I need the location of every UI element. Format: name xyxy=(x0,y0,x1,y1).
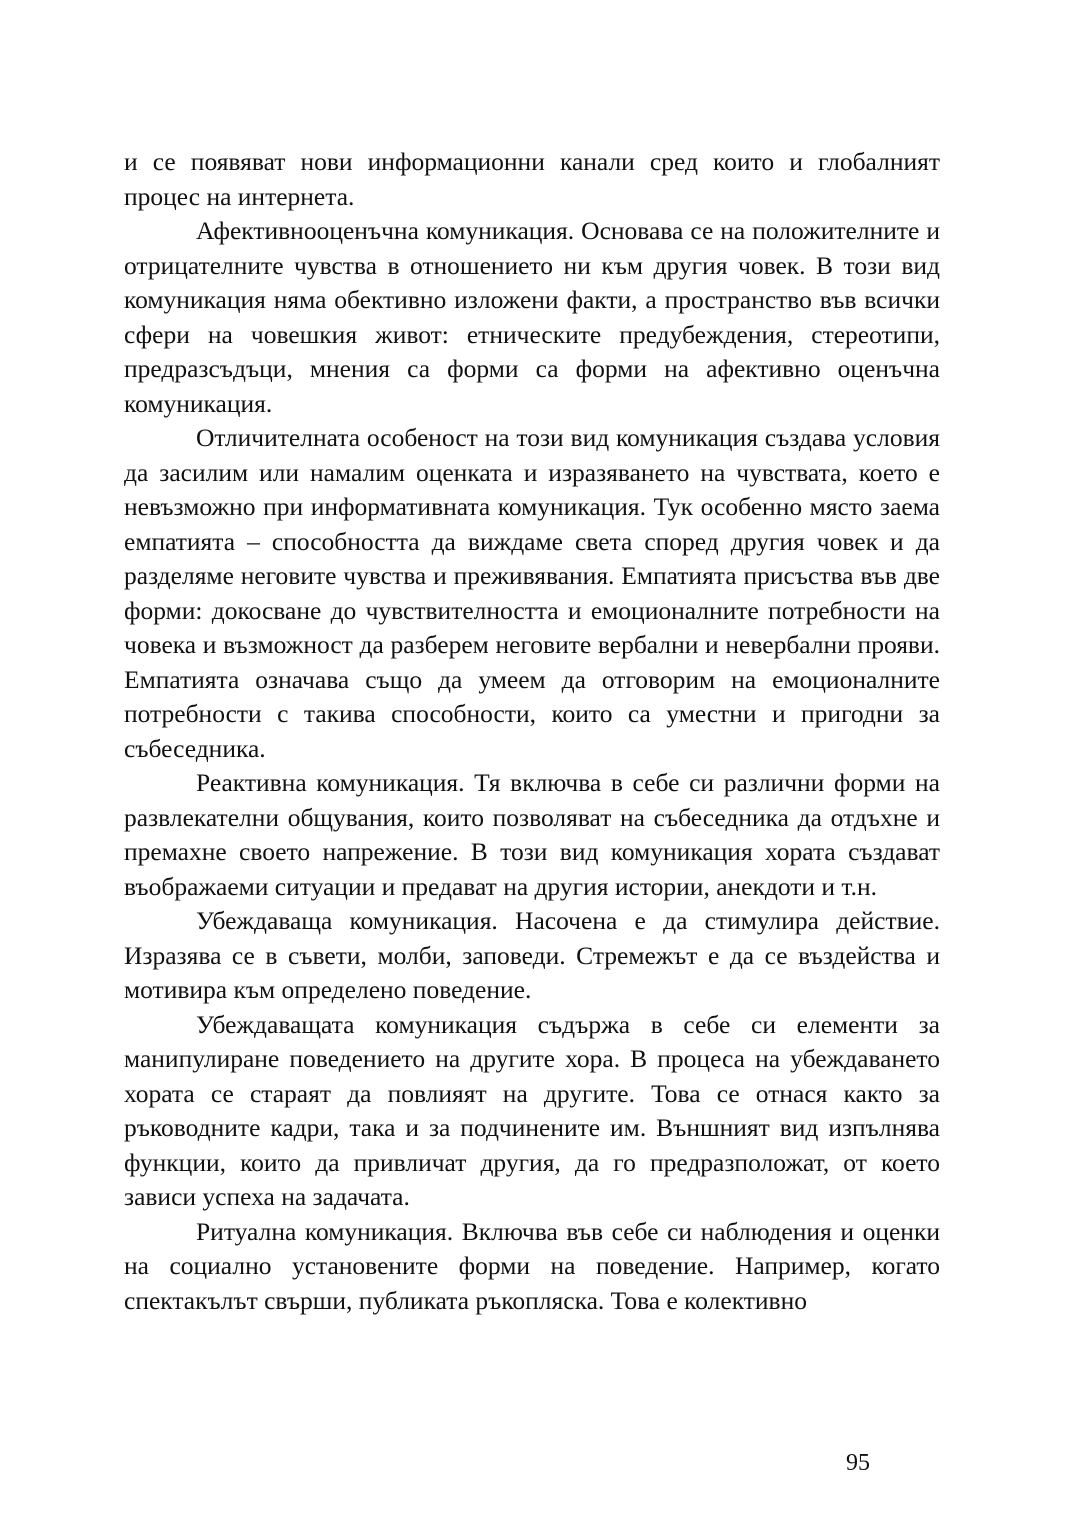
paragraph-empathy: Отличителната особеност на този вид комуникация създава условия да засилим или намалим оценката и изразяването на чувствата, което е невъзможно при информативната комуникация. Тук особенно място заема емпатията – способността да виждаме света според другия човек и да разделяме неговите чувства и преживявания. Емпатията присъства във две форми: докосване до чувствителността и емоционалните потребности на човека и възможност да разберем неговите вербални и невербални прояви. Емпатията означава също да умеем да отговорим на емоционалните потребности с такива способности, които са уместни и пригодни за събеседника. xyxy=(124,423,940,763)
paragraph-reactive-communication: Реактивна комуникация. Тя включва в себе си различни форми на развлекателни общувания, които позволяват на събеседника да отдъхне и премахне своето напрежение. В този вид комуникация хората създават въображаеми ситуации и предават на другия истории, анекдоти и т.н. xyxy=(124,768,940,901)
paragraph-affective-communication: Афективнооценъчна комуникация. Основава се на положителните и отрицателните чувства в отношението ни към другия човек. В този вид комуникация няма обективно изложени факти, а пространство във всички сфери на човешкия живот: етническите предубеждения, стереотипи, предразсъдъци, мнения са форми са форми на афективно оценъчна комуникация. xyxy=(124,216,940,418)
paragraph-continuation: и се появяват нови информационни канали сред които и глобалният процес на интернета. xyxy=(124,147,940,211)
page-body xyxy=(124,145,940,1318)
paragraph-persuasive-communication: Убеждаваща комуникация. Насочена е да стимулира действие. Изразява се в съвети, молби, заповеди. Стремежът е да се въздейства и мотивира към определено поведение. xyxy=(124,906,940,1004)
page-number: 95 xyxy=(846,1450,870,1476)
paragraph-ritual-communication: Ритуална комуникация. Включва във себе си наблюдения и оценки на социално установените форми на поведение. Например, когато спектакълът свърши, публиката ръкопляска. Това е колективно xyxy=(124,1216,940,1315)
paragraph-persuasion-manipulation: Убеждаващата комуникация съдържа в себе си елементи за манипулиране поведението на другите хора. В процеса на убеждаването хората се стараят да повлияят на другите. Това се отнася както за ръководните кадри, така и за подчинените им. Външният вид изпълнява функции, които да привличат другия, да го предразположат, от което зависи успеха на задачата. xyxy=(124,1009,940,1211)
